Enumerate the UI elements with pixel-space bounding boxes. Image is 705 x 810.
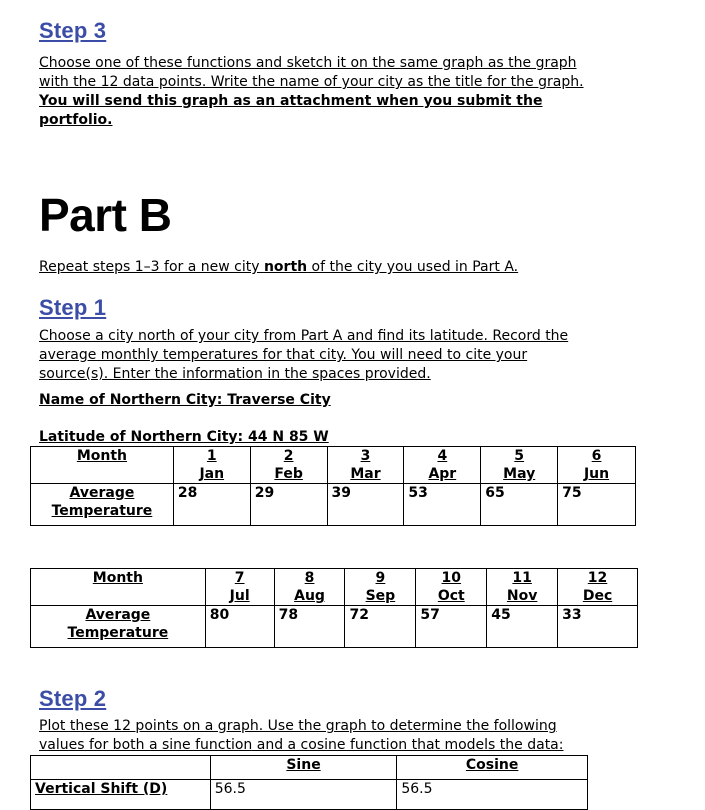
- table1-temp-header: Average Temperature: [31, 484, 174, 526]
- temp-cell[interactable]: 45: [487, 606, 558, 648]
- table2-month-cell[interactable]: [345, 569, 416, 606]
- temperature-table-1: [30, 446, 636, 526]
- month-name: Jun: [583, 466, 610, 482]
- table2-month-cell[interactable]: [274, 569, 345, 606]
- model-corner-cell: [31, 756, 211, 780]
- vertical-shift-cosine[interactable]: 56.5: [397, 780, 588, 810]
- table1-month-cell[interactable]: [481, 447, 558, 484]
- month-name: May: [503, 466, 536, 482]
- cosine-column-header: Cosine: [397, 756, 588, 780]
- month-number: 8: [304, 570, 315, 586]
- step2-instructions: Plot these 12 points on a graph. Use the graph to determine the following values for both a sine function and a cosine function that models the data:: [39, 718, 564, 753]
- temp-cell[interactable]: 39: [327, 484, 404, 526]
- model-values-table: [30, 755, 588, 810]
- table2-month-row: [31, 569, 638, 606]
- vertical-shift-sine[interactable]: 56.5: [210, 780, 397, 810]
- month-number: 9: [375, 570, 386, 586]
- month-number: 6: [591, 448, 602, 464]
- month-name: Dec: [582, 588, 613, 604]
- month-name: Sep: [365, 588, 396, 604]
- temp-cell[interactable]: 57: [416, 606, 487, 648]
- table1-month-cell[interactable]: [250, 447, 327, 484]
- table1-month-cell[interactable]: [558, 447, 636, 484]
- step1-instructions: Choose a city north of your city from Part A and find its latitude. Record the average monthly temperatures for that city. You will need to cite your source(s). Enter the information in the spaces provided.: [39, 328, 569, 382]
- part-b-intro-bold: north: [263, 259, 308, 275]
- step3-instructions: [39, 54, 599, 130]
- temp-cell[interactable]: 28: [173, 484, 250, 526]
- month-number: 5: [514, 448, 525, 464]
- table2-month-cell[interactable]: [558, 569, 638, 606]
- month-name: Feb: [274, 466, 303, 482]
- table1-month-cell[interactable]: [404, 447, 481, 484]
- vertical-shift-row: [31, 780, 588, 810]
- month-number: 7: [234, 570, 245, 586]
- step3-heading: Step 3: [39, 18, 107, 43]
- table1-month-row: [31, 447, 636, 484]
- temp-cell[interactable]: 29: [250, 484, 327, 526]
- temp-cell[interactable]: 75: [558, 484, 636, 526]
- table1-month-cell[interactable]: [327, 447, 404, 484]
- month-name: Apr: [428, 466, 457, 482]
- month-number: 11: [512, 570, 532, 586]
- step2-heading: Step 2: [39, 686, 107, 711]
- month-number: 3: [360, 448, 371, 464]
- month-name: Aug: [294, 588, 325, 604]
- northern-city-latitude: Latitude of Northern City: 44 N 85 W: [39, 429, 329, 445]
- month-name: Mar: [350, 466, 381, 482]
- table2-temp-row: [31, 606, 638, 648]
- table2-month-cell[interactable]: [416, 569, 487, 606]
- table2-temp-header: Average Temperature: [31, 606, 206, 648]
- step3-text: Choose one of these functions and sketch it on the same graph as the graph with the 12 data points. Write the name of your city as the title for the graph.: [39, 55, 584, 90]
- temp-cell[interactable]: 80: [205, 606, 274, 648]
- step1-heading: Step 1: [39, 295, 107, 320]
- temp-cell[interactable]: 53: [404, 484, 481, 526]
- table2-month-cell[interactable]: [205, 569, 274, 606]
- month-name: Jan: [199, 466, 225, 482]
- part-b-heading: Part B: [39, 189, 172, 241]
- part-b-intro: [39, 258, 639, 277]
- month-number: 1: [206, 448, 217, 464]
- month-name: Jul: [229, 588, 250, 604]
- model-header-row: [31, 756, 588, 780]
- month-number: 10: [441, 570, 462, 586]
- table2-month-header: Month: [31, 569, 206, 606]
- northern-city-name: Name of Northern City: Traverse City: [39, 392, 331, 408]
- part-b-intro-post: of the city you used in Part A.: [307, 259, 519, 275]
- month-number: 12: [587, 570, 608, 586]
- month-name: Oct: [437, 588, 465, 604]
- temp-cell[interactable]: 72: [345, 606, 416, 648]
- sine-column-header: Sine: [210, 756, 397, 780]
- table1-month-cell[interactable]: [173, 447, 250, 484]
- temp-cell[interactable]: 33: [558, 606, 638, 648]
- vertical-shift-label: Vertical Shift (D): [31, 780, 211, 810]
- month-name: Nov: [506, 588, 538, 604]
- month-number: 2: [283, 448, 294, 464]
- month-number: 4: [437, 448, 448, 464]
- temp-cell[interactable]: 65: [481, 484, 558, 526]
- temp-cell[interactable]: 78: [274, 606, 345, 648]
- part-b-intro-pre: Repeat steps 1–3 for a new city: [39, 259, 264, 275]
- table1-temp-row: [31, 484, 636, 526]
- table1-month-header: Month: [31, 447, 174, 484]
- step3-bold-text: You will send this graph as an attachment when you submit the portfolio.: [39, 93, 543, 128]
- temperature-table-2: [30, 568, 638, 648]
- table2-month-cell[interactable]: [487, 569, 558, 606]
